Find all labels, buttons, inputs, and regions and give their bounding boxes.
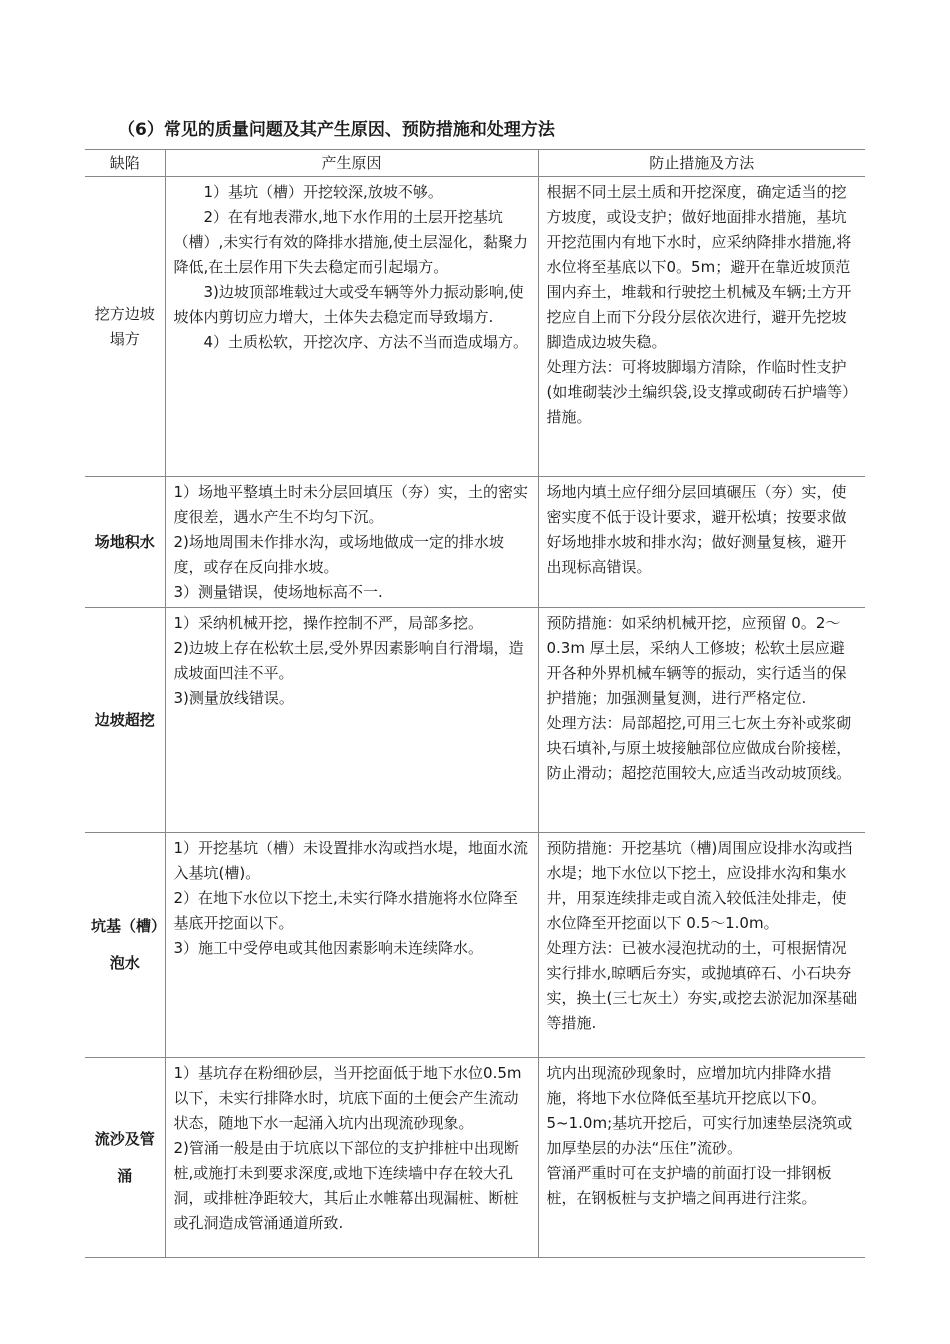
cause-cell (165, 177, 538, 477)
cause-item: 3)边坡顶部堆载过大或受车辆等外力振动影响,使坡体内剪切应力增大，土体失去稳定而导致塌方. (173, 283, 524, 326)
measures-cell (538, 833, 865, 1058)
measures-cell (538, 477, 865, 608)
cause-item: 2)管涌一般是由于坑底以下部位的支护排桩中出现断桩,或施打未到要求深度,或地下连续墙中存在较大孔洞，或排桩净距较大，其后止水帷幕出现漏桩、断桩或孔洞造成管涌通道所致. (173, 1139, 519, 1232)
header-defect: 缺陷 (85, 150, 165, 177)
measures-cell (538, 177, 865, 477)
table-row (85, 1058, 865, 1258)
section-title: （6）常见的质量问题及其产生原因、预防措施和处理方法 (118, 120, 555, 140)
header-measures: 防止措施及方法 (538, 150, 865, 177)
cause-item: 3）测量错误，使场地标高不一. (173, 583, 383, 601)
defect-cell: 坑基（槽）泡水 (85, 833, 165, 1058)
cause-item: 3)测量放线错误。 (173, 689, 294, 707)
cause-item: 3）施工中受停电或其他因素影响未连续降水。 (173, 939, 484, 957)
measure-item: 处理方法：局部超挖,可用三七灰土夯补或浆砌块石填补,与原土坡接触部位应做成台阶接槎，防止滑动；超挖范围较大,应适当改动坡顶线。 (546, 714, 852, 782)
cause-item: 4）土质松软，开挖次序、方法不当而造成塌方。 (203, 333, 529, 351)
measure-item: 场地内填土应仔细分层回填碾压（夯）实，使密实度不低于设计要求，避开松填；按要求做好场地排水坡和排水沟；做好测量复核，避开出现标高错误。 (546, 483, 847, 576)
defect-cell: 场地积水 (85, 477, 165, 608)
table-header-row (85, 150, 865, 177)
cause-cell (165, 1058, 538, 1258)
cause-item: 2）在有地表滞水,地下水作用的土层开挖基坑（槽）,未实行有效的降排水措施,使土层湿化，黏聚力降低,在土层作用下失去稳定而引起塌方。 (173, 208, 529, 276)
table-row (85, 477, 865, 608)
measures-cell (538, 1058, 865, 1258)
header-cause: 产生原因 (165, 150, 538, 177)
cause-item: 2）在地下水位以下挖土,未实行降水措施将水位降至基底开挖面以下。 (173, 889, 518, 932)
table-row (85, 608, 865, 833)
measure-item: 管涌严重时可在支护墙的前面打设一排钢板桩，在钢板桩与支护墙之间再进行注浆。 (546, 1164, 832, 1207)
cause-item: 1）场地平整填土时未分层回填压（夯）实，土的密实度很差，遇水产生不均匀下沉。 (173, 483, 529, 526)
defect-cell: 挖方边坡塌方 (85, 177, 165, 477)
cause-cell (165, 477, 538, 608)
measure-item: 坑内出现流砂现象时，应增加坑内排降水措施，将地下水位降低至基坑开挖底以下0。5~1.0m;基坑开挖后，可实行加速垫层浇筑或加厚垫层的办法“压住”流砂。 (546, 1064, 853, 1157)
cause-item: 1）基坑存在粉细砂层，当开挖面低于地下水位0.5m 以下，未实行排降水时，坑底下面的土便会产生流动状态，随地下水一起涌入坑内出现流砂现象。 (173, 1064, 522, 1132)
table-row (85, 177, 865, 477)
table-row (85, 833, 865, 1058)
cause-cell (165, 608, 538, 833)
measure-item: 处理方法：可将坡脚塌方清除，作临时性支护(如堆砌装沙土编织袋,设支撑或砌砖石护墙等）措施。 (546, 358, 858, 426)
measure-item: 预防措施：开挖基坑（槽)周围应设排水沟或挡水堤；地下水位以下挖土，应设排水沟和集水井，用泵连续排走或自流入较低洼处排走，使水位降至开挖面以下 0.5～1.0m。 (546, 839, 853, 932)
measure-item: 预防措施：如采纳机械开挖，应预留 0。2～0.3m 厚土层，采纳人工修坡；松软土层应避开各种外界机械车辆等的振动，实行适当的保护措施；加强测量复测，进行严格定位. (546, 614, 847, 707)
measure-item: 根据不同土层土质和开挖深度，确定适当的挖方坡度，或设支护；做好地面排水措施，基坑开挖范围内有地下水时，应采纳降排水措施,将水位将至基底以下0。5m；避开在靠近坡顶范围内弃土，堆载和行驶挖土机械及车辆;土方开挖应自上而下分段分层依次进行，避开先挖坡脚造成边坡失稳。 (546, 183, 852, 351)
cause-item: 2)边坡上存在松软土层,受外界因素影响自行滑塌，造成坡面凹洼不平。 (173, 639, 524, 682)
measures-cell (538, 608, 865, 833)
defect-cell: 边坡超挖 (85, 608, 165, 833)
cause-item: 2)场地周围未作排水沟，或场地做成一定的排水坡度，或存在反向排水坡。 (173, 533, 504, 576)
quality-issues-table (85, 149, 865, 1258)
cause-cell (165, 833, 538, 1058)
cause-item: 1）基坑（槽）开挖较深,放坡不够。 (203, 183, 443, 201)
defect-cell: 流沙及管涌 (85, 1058, 165, 1258)
cause-item: 1）开挖基坑（槽）未设置排水沟或挡水堤，地面水流入基坑(槽)。 (173, 839, 529, 882)
measure-item: 处理方法：已被水浸泡扰动的土，可根据情况实行排水,晾晒后夯实，或抛填碎石、小石块夯实，换土(三七灰土）夯实,或挖去淤泥加深基础等措施. (546, 939, 858, 1032)
cause-item: 1）采纳机械开挖，操作控制不严，局部多挖。 (173, 614, 484, 632)
